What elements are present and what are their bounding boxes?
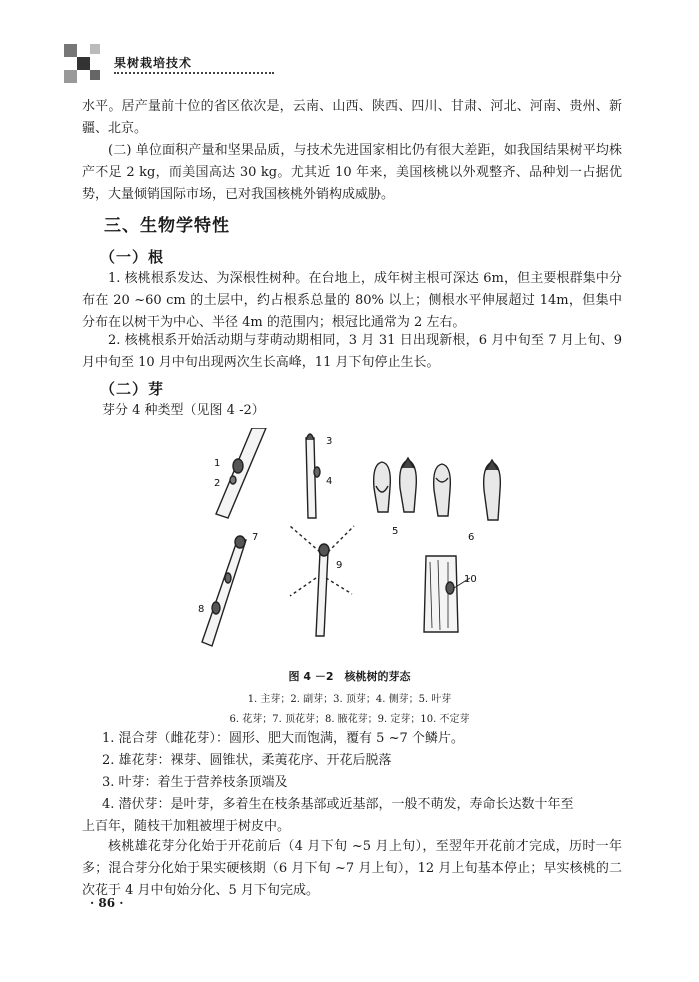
bud-illustration [186, 428, 516, 660]
bud-list-item: 2. 雄花芽：裸芽、圆锥状，柔荑花序、开花后脱落 [102, 753, 392, 768]
header-book-title: 果树栽培技术 [114, 56, 193, 70]
bud-list-item: 1. 混合芽（雌花芽）：圆形、肥大而饱满，覆有 5 ~7 个鳞片。 [102, 731, 464, 746]
paragraph-province-ranking: 水平。居产量前十位的省区依次是，云南、山西、陕西、四川、甘肃、河北、河南、贵州、新疆、北京。 [82, 99, 622, 136]
paragraph-root-depth: 1. 核桃根系发达、为深根性树种。在台地上，成年树主根可深达 6m，但主要根群集中分布在 20 ~60 cm 的土层中，约占根系总量的 80% 以上；侧根水平伸展超过 14m，但集中分布在以树干为中心、半径 4m 的范围内；根冠比通常为 2 左右。 [82, 271, 622, 330]
figure-label-5: 5 [392, 526, 399, 537]
header-dotted-rule [114, 72, 274, 74]
subsection-bud-title: （二）芽 [100, 380, 165, 398]
header-checker-logo [64, 44, 104, 84]
paragraph-yield-gap: (二) 单位面积产量和坚果品质，与技术先进国家相比仍有很大差距，如我国结果树平均株产不足 2 kg，而美国高达 30 kg。尤其近 10 年来，美国核桃以外观整齐、品种划一占据优势，大量倾销国际市场，已对我国核桃外销构成威胁。 [82, 143, 622, 202]
paragraph-root-growth: 2. 核桃根系开始活动期与芽萌动期相同，3 月 31 日出现新根，6 月中旬至 7 月上旬、9 月中旬至 10 月中旬出现两次生长高峰，11 月下旬停止生长。 [82, 333, 622, 370]
bud-list-item: 3. 叶芽：着生于营养枝条顶端及 [102, 775, 288, 790]
figure-label-10: 10 [464, 574, 477, 585]
figure-label-2: 2 [214, 478, 221, 489]
figure-label-3: 3 [326, 436, 333, 447]
figure-label-9: 9 [336, 560, 343, 571]
running-header [64, 44, 664, 80]
figure-label-4: 4 [326, 476, 333, 487]
bud-list-item: 4. 潜伏芽：是叶芽，多着生在枝条基部或近基部，一般不萌发，寿命长达数十年至 [102, 797, 574, 812]
bud-list-item-continuation: 上百年，随枝干加粗被埋于树皮中。 [82, 819, 291, 834]
figure-caption: 图 4 －2 核桃树的芽态 [288, 670, 411, 683]
page-number: · 86 · [90, 896, 124, 910]
section-title: 三、生物学特性 [104, 216, 230, 236]
figure-bud-types [186, 428, 516, 660]
figure-note-line2: 6. 花芽；7. 顶花芽；8. 腋花芽；9. 定芽；10. 不定芽 [229, 714, 470, 725]
figure-label-7: 7 [252, 532, 259, 543]
paragraph-bud-differentiation: 核桃雄花芽分化始于开花前后（4 月下旬 ~5 月上旬），至翌年开花前才完成，历时一年多；混合芽分化始于果实硬核期（6 月下旬 ~7 月上旬），12 月上旬基本停止；早实核桃的二次花于 4 月中旬始分化、5 月下旬完成。 [82, 839, 622, 898]
figure-note-line1: 1. 主芽；2. 副芽；3. 顶芽；4. 侧芽；5. 叶芽 [247, 694, 452, 705]
figure-label-6: 6 [468, 532, 475, 543]
subsection-root-title: （一）根 [100, 248, 165, 266]
figure-label-8: 8 [198, 604, 205, 615]
figure-label-1: 1 [214, 458, 221, 469]
bud-intro: 芽分 4 种类型（见图 4 -2） [102, 403, 265, 418]
